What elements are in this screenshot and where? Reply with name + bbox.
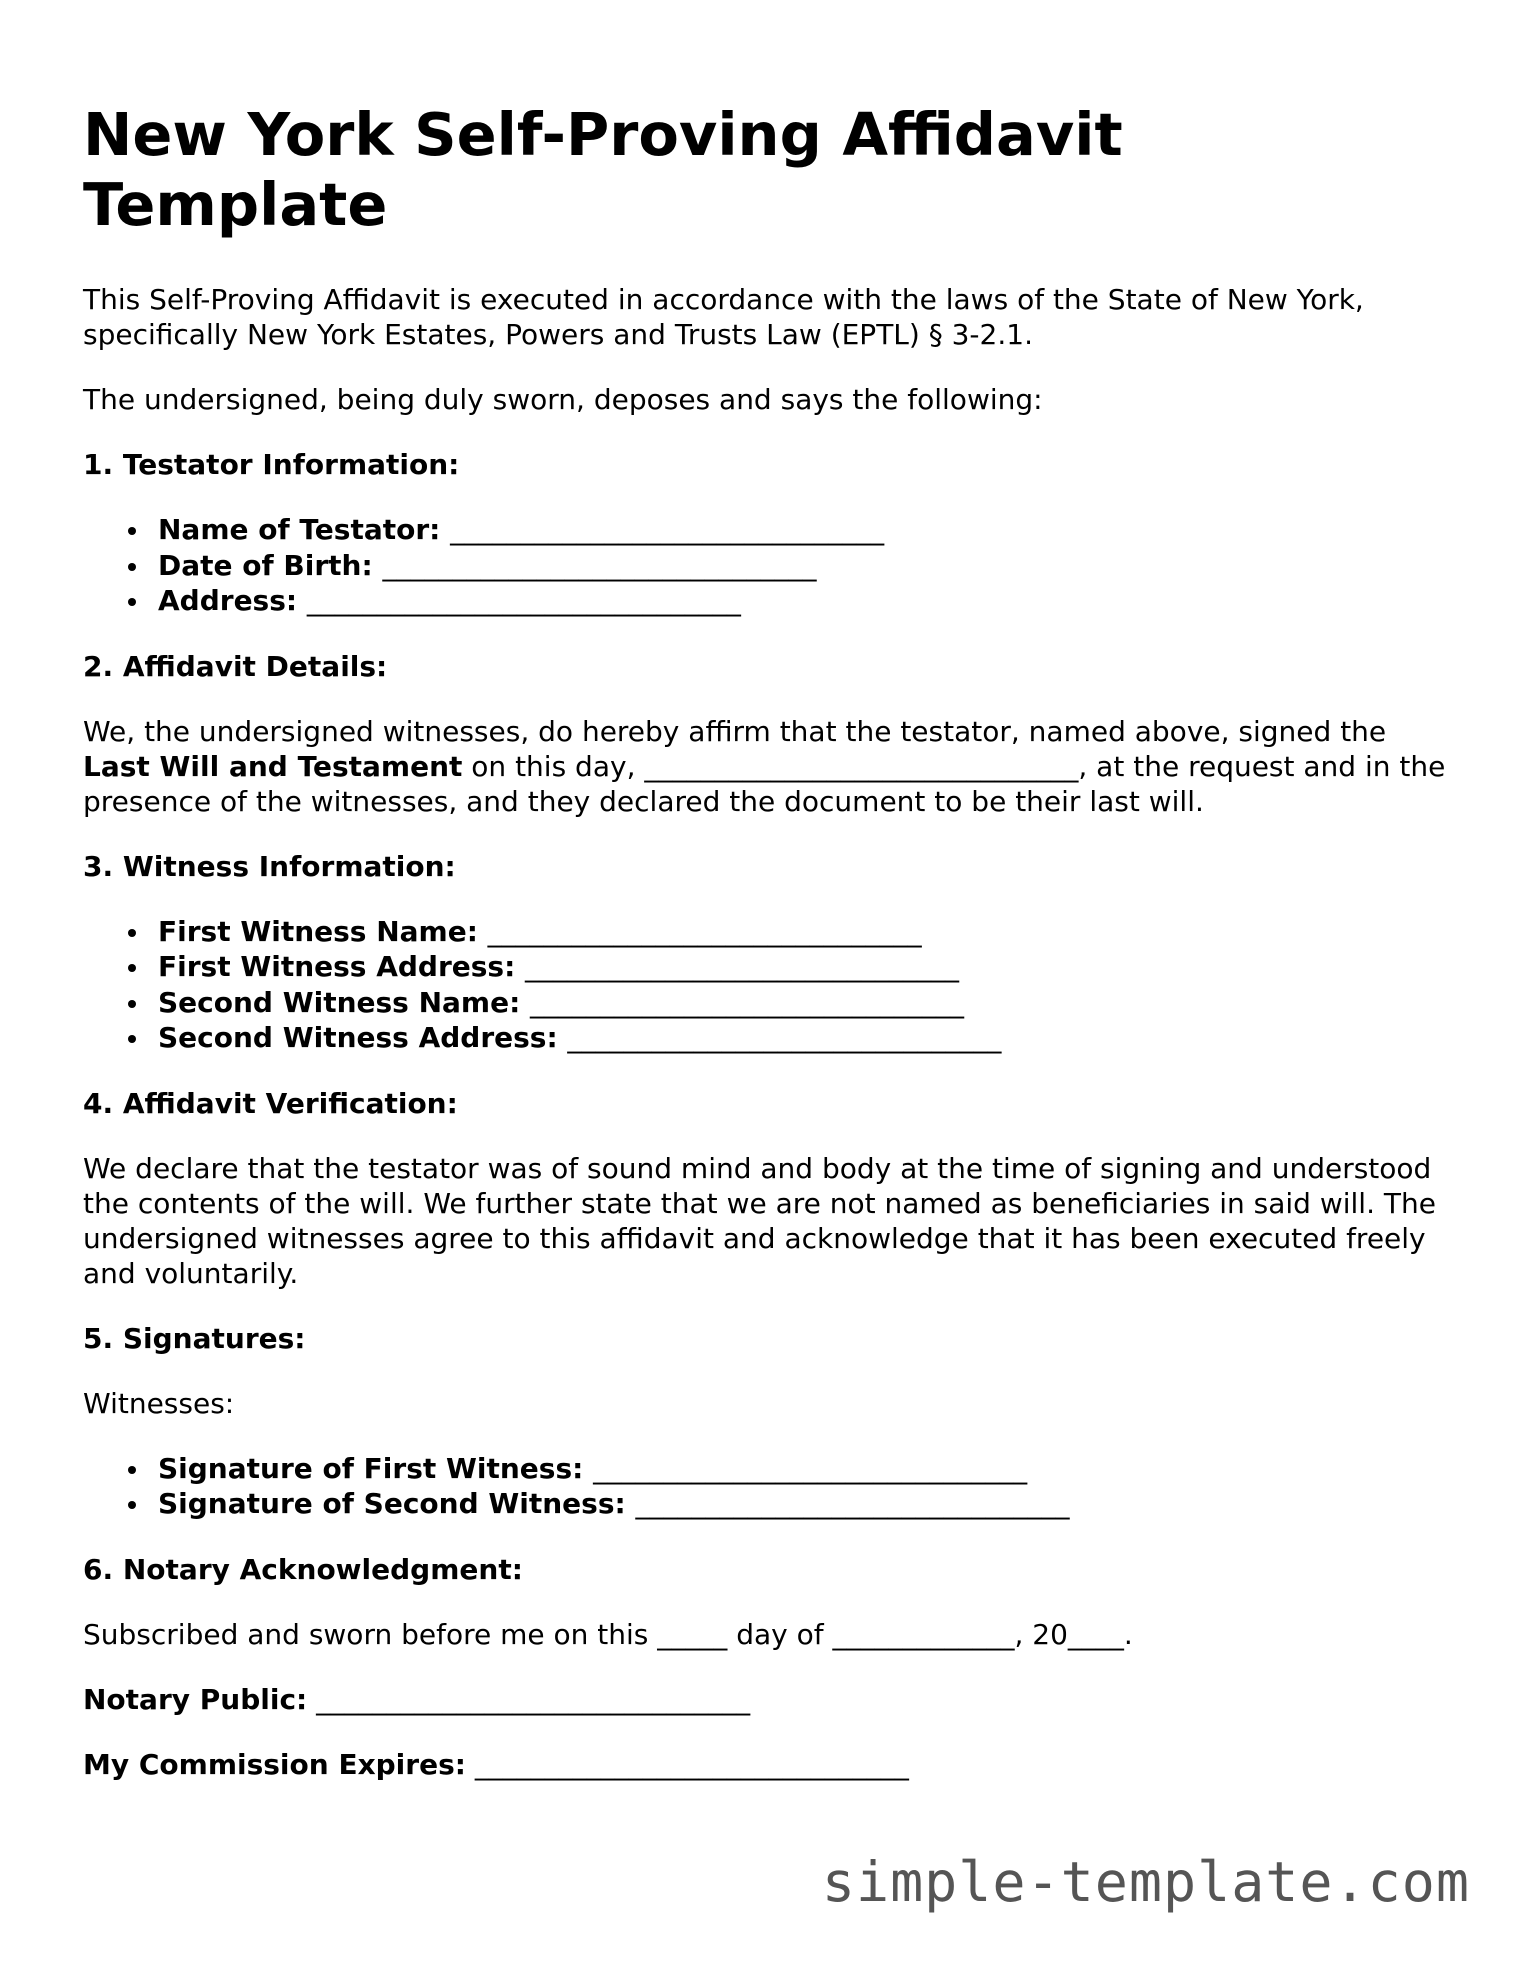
signatures-heading: 5. Signatures: [83, 1321, 306, 1355]
second-witness-name-blank[interactable]: _______________________________ [530, 985, 965, 1019]
second-witness-address-blank[interactable]: _______________________________ [567, 1021, 1002, 1054]
verification-heading: 4. Affidavit Verification: [83, 1086, 458, 1120]
witness-heading: 3. Witness Information: [83, 849, 456, 883]
first-witness-name-field: First Witness Name: _______________________________ [158, 914, 1453, 950]
verification-paragraph: We declare that the testator was of sound mind and body at the time of signing and understood the contents of the will. We further state that we are not named as beneficiaries in said will. The undersigned witnesses agree to this affidavit and acknowledge that it has been executed freely and voluntarily. [83, 1151, 1436, 1290]
signing-date-blank[interactable]: _______________________________ [644, 749, 1079, 783]
first-witness-signature-blank[interactable]: _______________________________ [593, 1451, 1028, 1485]
document-page [83, 100, 1453, 1812]
notary-heading: 6. Notary Acknowledgment: [83, 1552, 523, 1586]
details-paragraph: We, the undersigned witnesses, do hereby affirm that the testator, named above, signed the Last Will and Testament on this day, _______________________________, at the request and in the presence of the witnesses, and they declared the document to be their last will. [83, 714, 1446, 818]
testator-dob-blank[interactable]: _______________________________ [382, 548, 817, 582]
testator-fields [83, 512, 1453, 619]
testator-name-field: Name of Testator: _______________________________ [158, 512, 1453, 548]
witnesses-label: Witnesses: [83, 1386, 235, 1420]
witness-fields [83, 914, 1453, 1056]
signature-fields [83, 1451, 1453, 1522]
second-witness-address-field: Second Witness Address: _______________________________ [158, 1020, 1453, 1056]
will-title: Last Will and Testament [83, 749, 463, 783]
first-witness-name-blank[interactable]: _______________________________ [487, 914, 922, 948]
first-witness-address-field: First Witness Address: _______________________________ [158, 949, 1453, 985]
notary-public-field: Notary Public: _______________________________ [83, 1682, 751, 1716]
first-witness-signature-field: Signature of First Witness: _______________________________ [158, 1451, 1453, 1487]
second-witness-name-field: Second Witness Name: _______________________________ [158, 985, 1453, 1021]
second-witness-signature-blank[interactable]: _______________________________ [635, 1487, 1070, 1520]
notary-paragraph: Subscribed and sworn before me on this _____ day of _____________, 20____. [83, 1617, 1133, 1651]
document-title: New York Self-Proving Affidavit Template [83, 100, 1123, 239]
testator-name-blank[interactable]: _______________________________ [450, 513, 885, 546]
first-witness-address-blank[interactable]: _______________________________ [525, 950, 960, 983]
commission-expires-field: My Commission Expires: _______________________________ [83, 1747, 909, 1781]
testator-dob-field: Date of Birth: _______________________________ [158, 548, 1453, 584]
footer-watermark: simple-template.com [821, 1850, 1470, 1914]
intro-paragraph: This Self-Proving Affidavit is executed in accordance with the laws of the State of New York, specifically New York Estates, Powers and Trusts Law (EPTL) § 3-2.1. [83, 283, 1364, 351]
notary-public-blank[interactable]: _______________________________ [316, 1682, 751, 1716]
testator-address-blank[interactable]: _______________________________ [306, 584, 741, 617]
lead-paragraph: The undersigned, being duly sworn, deposes and says the following: [83, 383, 1043, 416]
testator-heading: 1. Testator Information: [83, 448, 460, 481]
second-witness-signature-field: Signature of Second Witness: _______________________________ [158, 1486, 1453, 1522]
details-heading: 2. Affidavit Details: [83, 649, 388, 683]
commission-expires-blank[interactable]: _______________________________ [474, 1747, 909, 1781]
testator-address-field: Address: _______________________________ [158, 583, 1453, 619]
